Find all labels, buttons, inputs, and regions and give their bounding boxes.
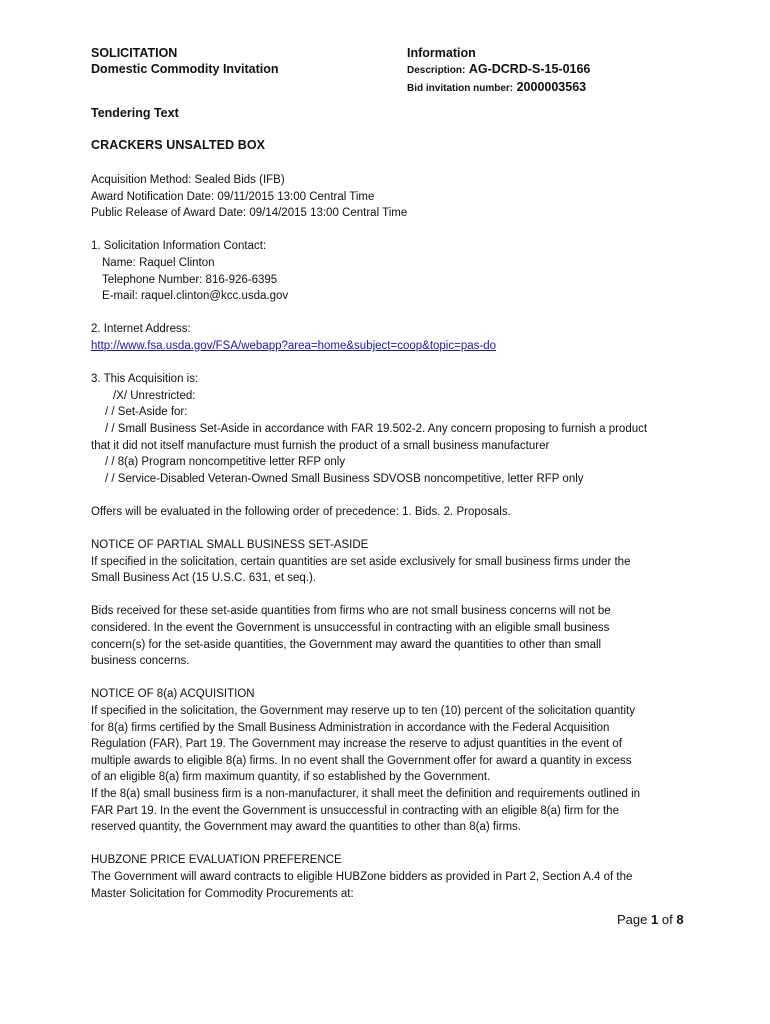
body-text-line: reserved quantity, the Government may award the quantities to other than 8(a) firms.	[91, 821, 521, 834]
body-text-line: Offers will be evaluated in the following order of precedence: 1. Bids. 2. Proposals.	[91, 505, 511, 518]
description-row	[407, 61, 590, 79]
internet-address-link[interactable]: http://www.fsa.usda.gov/FSA/webapp?area=home&subject=coop&topic=pas-do	[91, 339, 496, 352]
body-text-line: Regulation (FAR), Part 19. The Government may increase the reserve to adjust quantities in the event of	[91, 738, 622, 751]
paragraph-gap	[91, 520, 687, 537]
bid-number-label: Bid invitation number:	[407, 83, 514, 94]
solicitation-label: SOLICITATION	[91, 46, 178, 60]
header-left	[91, 45, 279, 77]
body-text-line: / / Service-Disabled Veteran-Owned Small Business SDVOSB noncompetitive, letter RFP only	[105, 472, 584, 485]
page-word: Page	[617, 912, 648, 927]
paragraph-gap	[91, 836, 687, 853]
body-text-line: Bids received for these set-aside quantities from firms who are not small business concerns will not be	[91, 605, 611, 618]
body-text-line: If specified in the solicitation, certain quantities are set aside exclusively for small business firms under the	[91, 555, 631, 568]
body-text-line: NOTICE OF 8(a) ACQUISITION	[91, 688, 255, 701]
body-text-line: concern(s) for the set-aside quantities, the Government may award the quantities to other than small	[91, 638, 602, 651]
body-text-line: If specified in the solicitation, the Government may reserve up to ten (10) percent of the solicitation quantity	[91, 705, 635, 717]
body-text-line: / / Set-Aside for:	[105, 406, 188, 419]
body-text-line: HUBZONE PRICE EVALUATION PREFERENCE	[91, 854, 342, 867]
header-right	[407, 45, 590, 97]
product-title: CRACKERS UNSALTED BOX	[91, 138, 266, 152]
body-text-line: Award Notification Date: 09/11/2015 13:00 Central Time	[91, 190, 375, 203]
bid-number-row	[407, 79, 590, 97]
paragraph-gap	[91, 670, 687, 687]
body-text-line: 3. This Acquisition is:	[91, 373, 199, 386]
body-text-line: / / 8(a) Program noncompetitive letter RFP only	[105, 456, 346, 469]
page-current: 1	[651, 912, 659, 927]
body-text-line: multiple awards to eligible 8(a) firms. In no event shall the Government offer for award a quantity in excess	[91, 754, 632, 767]
link-line	[91, 338, 687, 355]
invitation-type: Domestic Commodity Invitation	[91, 62, 279, 76]
paragraph-gap	[91, 355, 687, 372]
body-text-line: 2. Internet Address:	[91, 323, 191, 336]
body-text-line: Public Release of Award Date: 09/14/2015 13:00 Central Time	[91, 207, 408, 220]
body-text-line: Name: Raquel Clinton	[102, 256, 215, 269]
body-text-line: Master Solicitation for Commodity Procurements at:	[91, 887, 354, 900]
page-footer	[617, 912, 684, 927]
body-text-line: The Government will award contracts to eligible HUBZone bidders as provided in Part 2, Section A.4 of the	[91, 870, 633, 883]
body-text-line: Acquisition Method: Sealed Bids (IFB)	[91, 174, 285, 186]
page-total: 8	[676, 912, 684, 927]
document-body	[91, 172, 687, 902]
tendering-heading: Tendering Text	[91, 106, 179, 120]
body-text-line: of an eligible 8(a) firm maximum quantity, if so established by the Government.	[91, 771, 491, 784]
of-word: of	[661, 912, 673, 927]
paragraph-gap	[91, 305, 687, 322]
body-text-line: 1. Solicitation Information Contact:	[91, 240, 267, 253]
bid-number-value: 2000003563	[516, 80, 587, 94]
paragraph-gap	[91, 587, 687, 604]
body-text-line: for 8(a) firms certified by the Small Business Administration in accordance with the Federal Acquisition	[91, 721, 610, 734]
description-label: Description:	[407, 65, 466, 76]
body-text-line: E-mail: raquel.clinton@kcc.usda.gov	[102, 290, 289, 303]
body-text-line: that it did not itself manufacture must furnish the product of a small business manufacturer	[91, 439, 550, 452]
body-text-line: considered. In the event the Government is unsuccessful in contracting with an eligible small business	[91, 622, 610, 635]
paragraph-gap	[91, 222, 687, 239]
body-text-line: business concerns.	[91, 655, 190, 668]
body-text-line: / / Small Business Set-Aside in accordance with FAR 19.502-2. Any concern proposing to furnish a product	[105, 422, 648, 435]
body-text-line: /X/ Unrestricted:	[113, 389, 196, 402]
body-text-line: Small Business Act (15 U.S.C. 631, et seq.).	[91, 572, 316, 585]
paragraph-gap	[91, 487, 687, 504]
description-value: AG-DCRD-S-15-0166	[468, 62, 591, 76]
body-text-line: NOTICE OF PARTIAL SMALL BUSINESS SET-ASIDE	[91, 539, 369, 552]
body-text-line: If the 8(a) small business firm is a non-manufacturer, it shall meet the definition and requirements outlined in	[91, 787, 641, 800]
information-title: Information	[407, 46, 476, 60]
body-text-line: FAR Part 19. In the event the Government is unsuccessful in contracting with an eligible 8(a) firm for the	[91, 804, 619, 817]
body-text-line: Telephone Number: 816-926-6395	[102, 273, 278, 286]
